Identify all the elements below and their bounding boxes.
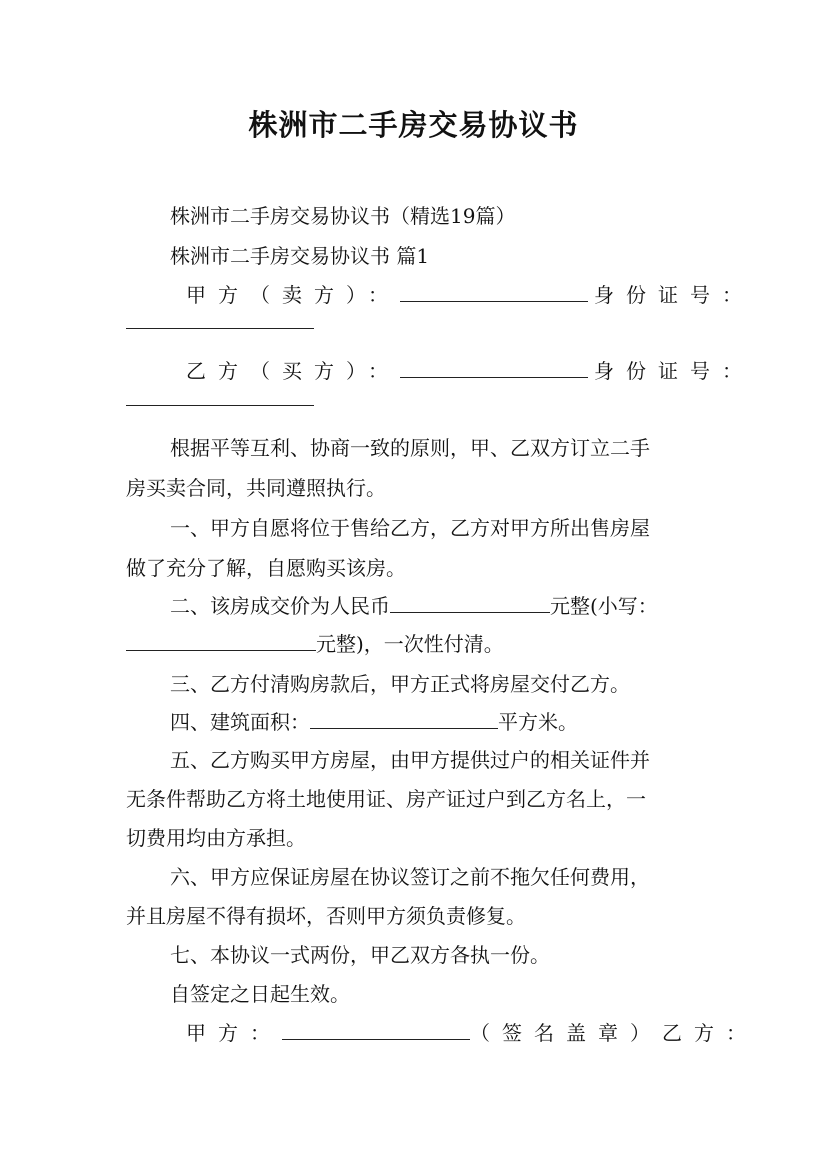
area-unit: 平方米。 — [498, 710, 578, 734]
clause-2-tail: 元整)，一次性付清。 — [316, 632, 504, 656]
sign-a-label: 甲方： — [186, 1021, 282, 1045]
party-a-id-blank — [126, 327, 314, 329]
section-heading: 株洲市二手房交易协议书 篇1 — [170, 244, 430, 268]
sign-a-blank — [282, 1038, 470, 1040]
clause-2-lowercase-label: 元整(小写： — [550, 594, 658, 618]
clause-2-line-2 — [126, 628, 726, 657]
price-lowercase-blank — [126, 649, 316, 651]
document-title: 株洲市二手房交易协议书 — [248, 108, 579, 142]
intro-line-2: 房买卖合同，共同遵照执行。 — [126, 476, 386, 500]
clause-6-line-2: 并且房屋不得有损坏，否则甲方须负责修复。 — [126, 904, 526, 928]
party-b-line — [186, 355, 754, 384]
clause-4 — [170, 706, 726, 735]
clause-2-price-label: 二、该房成交价为人民币 — [170, 594, 390, 618]
area-blank — [310, 727, 498, 729]
clause-7: 七、本协议一式两份，甲乙双方各执一份。 — [170, 943, 550, 967]
party-b-id-blank — [126, 404, 314, 406]
signature-line — [186, 1017, 758, 1046]
party-a-id-line — [126, 310, 726, 334]
price-blank — [390, 611, 550, 613]
clause-1-line-1: 一、甲方自愿将位于售给乙方，乙方对甲方所出售房屋 — [170, 516, 650, 540]
clause-6-line-1: 六、甲方应保证房屋在协议签订之前不拖欠任何费用， — [170, 865, 650, 889]
clause-1-line-2: 做了充分了解，自愿购买该房。 — [126, 556, 406, 580]
party-b-id-line — [126, 387, 726, 411]
clause-2-line-1 — [170, 590, 726, 619]
party-b-name-blank — [400, 376, 588, 378]
intro-line-1: 根据平等互利、协商一致的原则，甲、乙双方订立二手 — [170, 436, 650, 460]
party-a-line — [186, 279, 754, 308]
clause-5-line-1: 五、乙方购买甲方房屋，由甲方提供过户的相关证件并 — [170, 748, 650, 772]
clause-8: 自签定之日起生效。 — [170, 982, 350, 1006]
area-label: 四、建筑面积： — [170, 710, 310, 734]
subtitle: 株洲市二手房交易协议书（精选19篇） — [170, 204, 516, 228]
party-a-label: 甲方（卖方）： — [186, 283, 400, 307]
party-a-id-label: 身份证号： — [594, 283, 754, 307]
party-b-id-label: 身份证号： — [594, 359, 754, 383]
sign-b-label: 乙方： — [662, 1021, 758, 1045]
party-b-label: 乙方（买方）： — [186, 359, 400, 383]
sign-stamp-label: （签名盖章） — [470, 1021, 662, 1045]
clause-5-line-3: 切费用均由方承担。 — [126, 826, 306, 850]
clause-3: 三、乙方付清购房款后，甲方正式将房屋交付乙方。 — [170, 672, 630, 696]
clause-5-line-2: 无条件帮助乙方将土地使用证、房产证过户到乙方名上，一 — [126, 787, 646, 811]
party-a-name-blank — [400, 300, 588, 302]
